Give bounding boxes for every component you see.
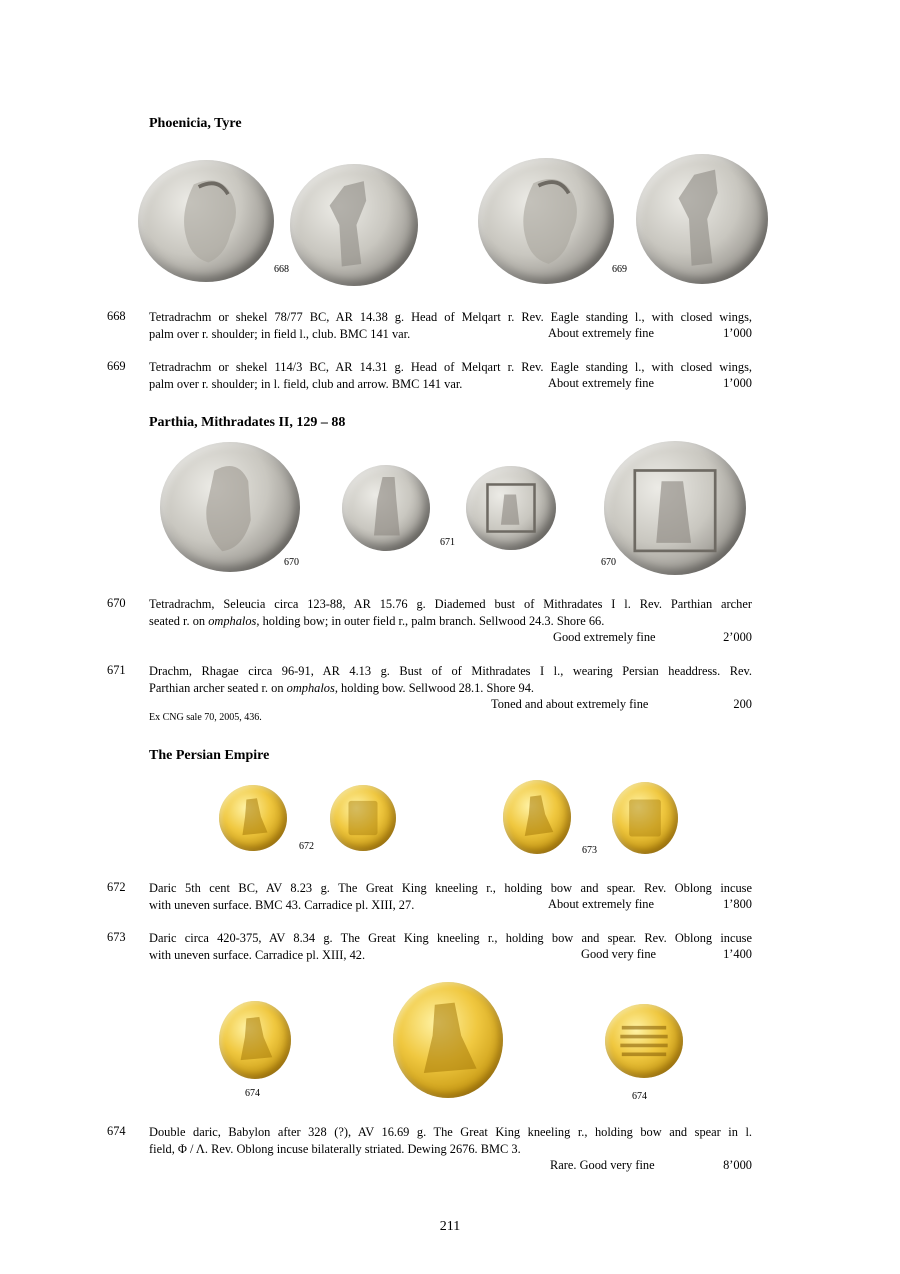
lot-672-grade: About extremely fine bbox=[548, 897, 654, 911]
lot-669-description bbox=[149, 359, 752, 393]
coin-669-reverse-image bbox=[636, 154, 768, 284]
coin-672-obverse-image bbox=[219, 785, 287, 851]
lot-670-line2-post: , holding bow; in outer field r., palm branch. Sellwood 24.3. Shore 66. bbox=[256, 614, 605, 628]
section-heading-tyre: Phoenicia, Tyre bbox=[149, 116, 242, 131]
lot-672-price: 1’800 bbox=[723, 897, 752, 911]
lot-669-grade: About extremely fine bbox=[548, 376, 654, 390]
image-label-668: 668 bbox=[274, 264, 289, 275]
lot-number-673: 673 bbox=[107, 930, 126, 944]
lot-674-description bbox=[149, 1124, 752, 1158]
lot-673-price: 1’400 bbox=[723, 947, 752, 961]
lot-671-line2-post: , holding bow. Sellwood 28.1. Shore 94. bbox=[334, 681, 534, 695]
lot-number-668: 668 bbox=[107, 309, 126, 323]
lot-668-line1: Tetradrachm or shekel 78/77 BC, AR 14.38 g. Head of Melqart r. Rev. Eagle standing l., with closed wings, bbox=[149, 310, 752, 324]
lot-671-provenance-note: Ex CNG sale 70, 2005, 436. bbox=[149, 712, 262, 723]
coin-674-reverse-image bbox=[605, 1004, 683, 1078]
lot-673-grade: Good very fine bbox=[581, 947, 657, 961]
coin-670-reverse-image bbox=[604, 441, 746, 575]
lot-670-description bbox=[149, 596, 752, 630]
image-label-674-a: 674 bbox=[245, 1088, 260, 1099]
image-label-670-b: 670 bbox=[601, 557, 616, 568]
lot-668-grade: About extremely fine bbox=[548, 326, 654, 340]
lot-669-line2: palm over r. shoulder; in l. field, club and arrow. BMC 141 var. bbox=[149, 377, 463, 391]
image-label-671: 671 bbox=[440, 537, 455, 548]
lot-673-line2: with uneven surface. Carradice pl. XIII, 42. bbox=[149, 948, 366, 962]
image-label-672: 672 bbox=[299, 841, 314, 852]
coin-672-reverse-image bbox=[330, 785, 396, 851]
lot-671-line2-pre: Parthian archer seated r. on bbox=[149, 681, 287, 695]
lot-673-line1: Daric circa 420-375, AV 8.34 g. The Great King kneeling r., holding bow and spear. Rev. Oblong incuse bbox=[149, 931, 752, 945]
coin-668-reverse-image bbox=[290, 164, 418, 286]
lot-669-price: 1’000 bbox=[723, 376, 752, 390]
lot-number-669: 669 bbox=[107, 359, 126, 373]
lot-671-line1: Drachm, Rhagae circa 96-91, AR 4.13 g. Bust of of Mithradates I l., wearing Persian headdress. Rev. bbox=[149, 664, 752, 678]
page-number: 211 bbox=[439, 1219, 461, 1234]
coin-670-obverse-image bbox=[160, 442, 300, 572]
image-label-674-b: 674 bbox=[632, 1091, 647, 1102]
image-label-669: 669 bbox=[612, 264, 627, 275]
lot-674-line2: field, Φ / Λ. Rev. Oblong incuse bilaterally striated. Dewing 2676. BMC 3. bbox=[149, 1142, 521, 1156]
lot-670-line2-em: omphalos bbox=[208, 614, 257, 628]
section-heading-parthia: Parthia, Mithradates II, 129 – 88 bbox=[149, 415, 346, 430]
lot-672-description bbox=[149, 880, 752, 914]
lot-670-line1: Tetradrachm, Seleucia circa 123-88, AR 15.76 g. Diademed bust of Mithradates I l. Rev. Parthian archer bbox=[149, 597, 752, 611]
lot-671-line2 bbox=[149, 680, 752, 697]
image-label-670-a: 670 bbox=[284, 557, 299, 568]
lot-671-description bbox=[149, 663, 752, 697]
lot-672-line1: Daric 5th cent BC, AV 8.23 g. The Great King kneeling r., holding bow and spear. Rev. Oblong incuse bbox=[149, 881, 752, 895]
coin-671-reverse-image bbox=[466, 466, 556, 550]
coin-674-obverse-small-image bbox=[219, 1001, 291, 1079]
coin-673-reverse-image bbox=[612, 782, 678, 854]
image-label-673: 673 bbox=[582, 845, 597, 856]
lot-671-grade: Toned and about extremely fine bbox=[491, 697, 649, 711]
lot-668-line2: palm over r. shoulder; in field l., club. BMC 141 var. bbox=[149, 327, 411, 341]
lot-670-line2 bbox=[149, 613, 752, 630]
lot-number-671: 671 bbox=[107, 663, 126, 677]
lot-672-line2: with uneven surface. BMC 43. Carradice pl. XIII, 27. bbox=[149, 898, 415, 912]
coin-673-obverse-image bbox=[503, 780, 571, 854]
lot-671-line2-em: omphalos bbox=[286, 681, 335, 695]
lot-number-670: 670 bbox=[107, 596, 126, 610]
lot-674-grade: Rare. Good very fine bbox=[550, 1158, 655, 1172]
lot-670-price: 2’000 bbox=[723, 630, 752, 644]
coin-674-obverse-large-image bbox=[393, 982, 503, 1098]
coin-671-obverse-image bbox=[342, 465, 430, 551]
lot-668-description bbox=[149, 309, 752, 343]
lot-number-674: 674 bbox=[107, 1124, 126, 1138]
section-heading-persia: The Persian Empire bbox=[149, 748, 270, 763]
lot-669-line1: Tetradrachm or shekel 114/3 BC, AR 14.31 g. Head of Melqart r. Rev. Eagle standing l., with closed wings, bbox=[149, 360, 752, 374]
coin-668-obverse-image bbox=[138, 160, 274, 282]
coin-669-obverse-image bbox=[478, 158, 614, 284]
lot-668-price: 1’000 bbox=[723, 326, 752, 340]
lot-number-672: 672 bbox=[107, 880, 126, 894]
lot-674-line1: Double daric, Babylon after 328 (?), AV 16.69 g. The Great King kneeling r., holding bow and spear in l. bbox=[149, 1125, 752, 1139]
lot-671-price: 200 bbox=[733, 697, 752, 711]
lot-670-grade: Good extremely fine bbox=[553, 630, 656, 644]
lot-670-line2-pre: seated r. on bbox=[149, 614, 209, 628]
lot-674-price: 8’000 bbox=[723, 1158, 752, 1172]
lot-673-description bbox=[149, 930, 752, 964]
